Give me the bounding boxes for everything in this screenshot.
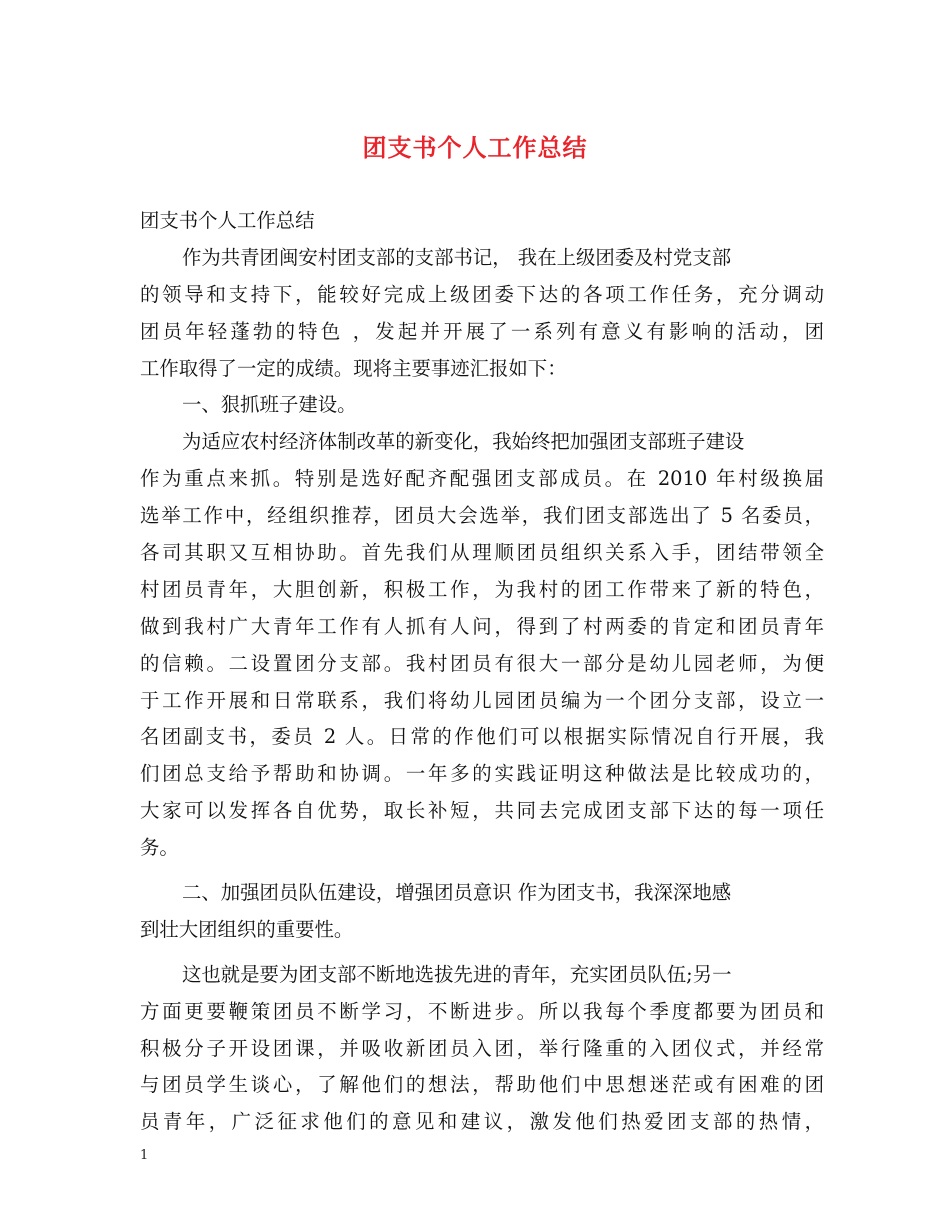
body-line: 团支书个人工作总结 <box>140 209 315 232</box>
document-body <box>140 203 824 1141</box>
body-line: 为适应农村经济体制改革的新变化，我始终把加强团支部班子建设 <box>182 430 745 454</box>
body-line: 积极分子开设团课，并吸收新团员入团，举行隆重的入团仪式，并经常 <box>140 1036 824 1060</box>
body-line: 的领导和支持下，能较好完成上级团委下达的各项工作任务，充分调动 <box>140 282 824 306</box>
body-line: 务。 <box>140 836 179 860</box>
body-line: 团员年轻蓬勃的特色 ，发起并开展了一系列有意义有影响的活动，团 <box>140 319 824 343</box>
body-line: 方面更要鞭策团员不断学习，不断进步。所以我每个季度都要为团员和 <box>140 999 824 1023</box>
section-heading: 一、狠抓班子建设。 <box>182 393 357 417</box>
body-line: 名团副支书，委员 2 人。日常的作他们可以根据实际情况自行开展，我 <box>140 725 824 749</box>
body-line: 村团员青年，大胆创新，积极工作，为我村的团工作带来了新的特色， <box>140 577 824 601</box>
body-line: 的信赖。二设置团分支部。我村团员有很大一部分是幼儿园老师，为便 <box>140 651 824 675</box>
body-line: 作为共青团闽安村团支部的支部书记， 我在上级团委及村党支部 <box>182 245 732 269</box>
body-line: 于工作开展和日常联系，我们将幼儿园团员编为一个团分支部，设立一 <box>140 688 824 712</box>
body-line: 这也就是要为团支部不断地选拔先进的青年，充实团员队伍;另一 <box>182 962 732 986</box>
body-line: 到壮大团组织的重要性。 <box>140 917 354 941</box>
body-line: 各司其职又互相协助。首先我们从理顺团员组织关系入手，团结带领全 <box>140 541 824 565</box>
page-number: 1 <box>140 1148 149 1163</box>
section-heading: 二、加强团员队伍建设，增强团员意识 作为团支书，我深深地感 <box>182 881 732 905</box>
body-line: 作为重点来抓。特别是选好配齐配强团支部成员。在 2010 年村级换届 <box>140 467 824 491</box>
body-line: 选举工作中，经组织推荐，团员大会选举，我们团支部选出了 5 名委员， <box>140 504 824 528</box>
body-line: 员青年，广泛征求他们的意见和建议，激发他们热爱团支部的热情， <box>140 1110 824 1134</box>
body-line: 与团员学生谈心，了解他们的想法，帮助他们中思想迷茫或有困难的团 <box>140 1073 824 1097</box>
body-line: 做到我村广大青年工作有人抓有人问，得到了村两委的肯定和团员青年 <box>140 614 824 638</box>
document-title: 团支书个人工作总结 <box>362 133 588 162</box>
body-line: 工作取得了一定的成绩。现将主要事迹汇报如下： <box>140 356 567 380</box>
body-line: 们团总支给予帮助和协调。一年多的实践证明这种做法是比较成功的， <box>140 762 824 786</box>
body-line: 大家可以发挥各自优势，取长补短，共同去完成团支部下达的每一项任 <box>140 799 824 823</box>
